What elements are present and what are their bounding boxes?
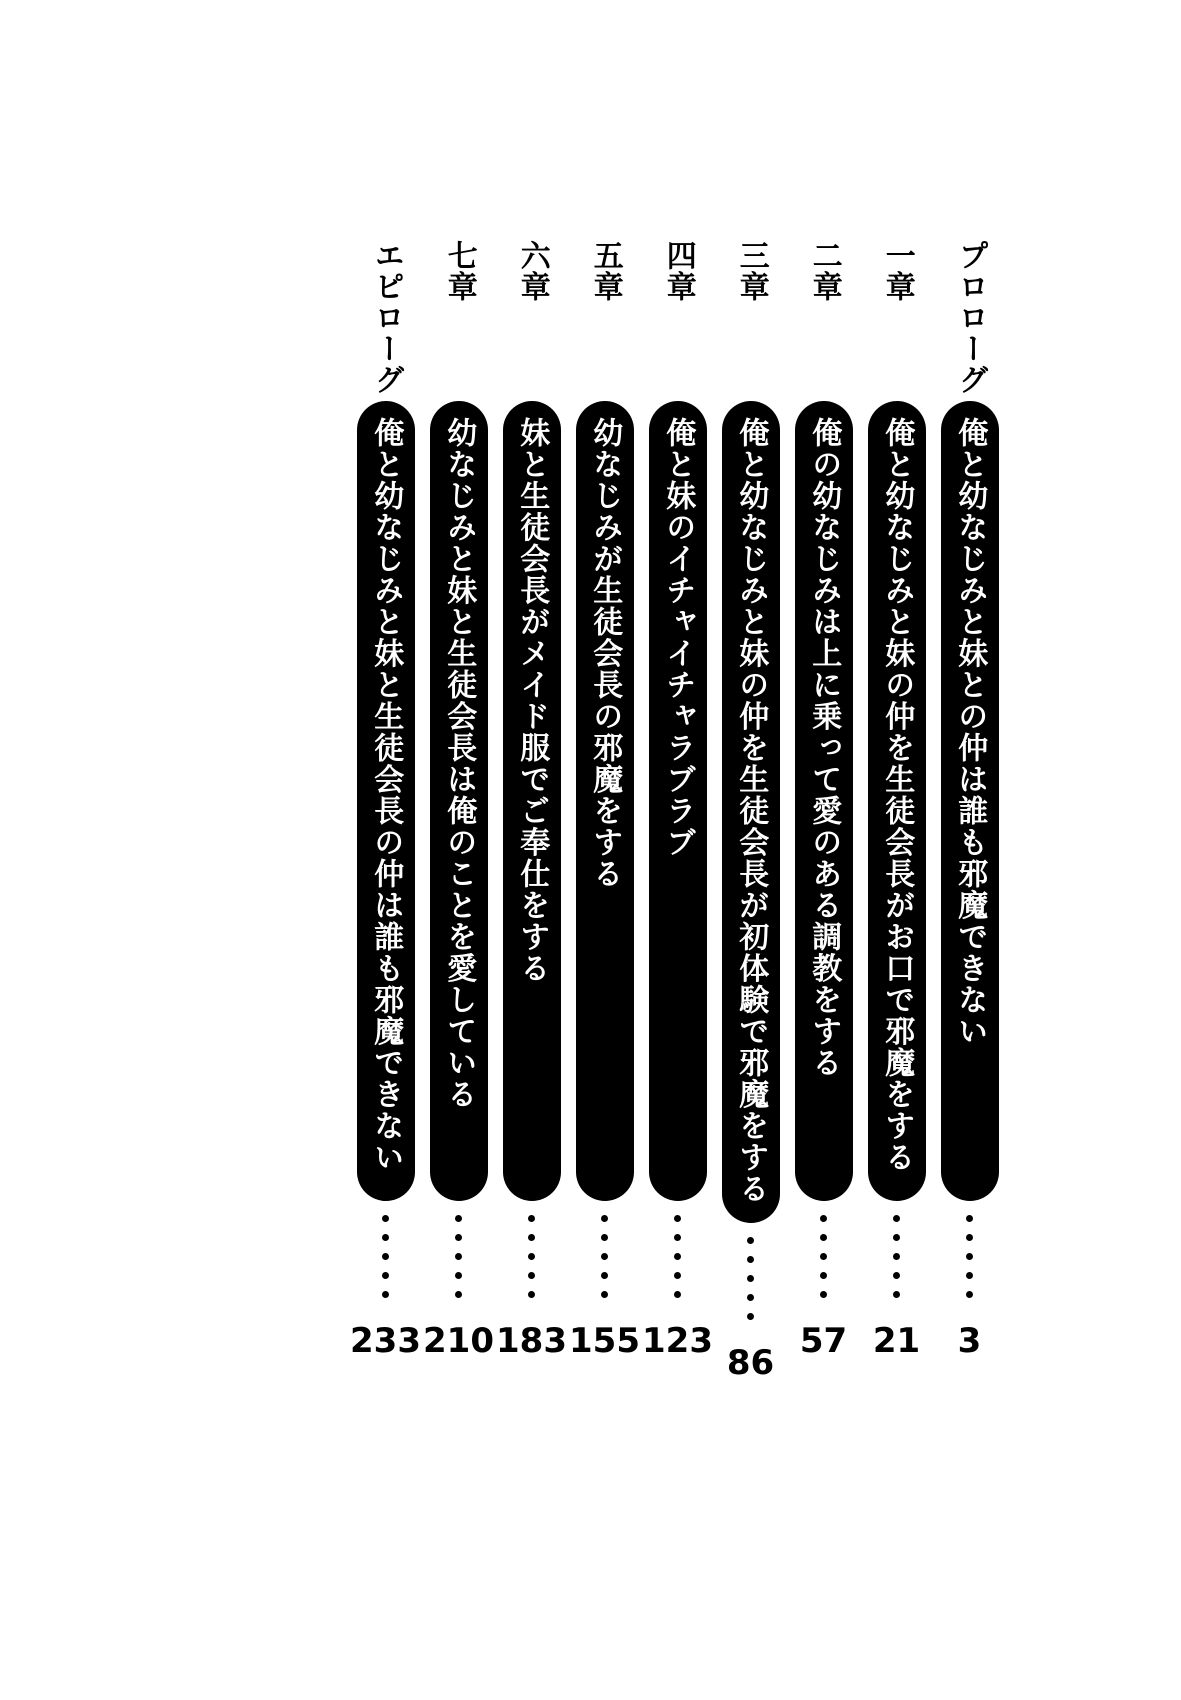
leader-dots xyxy=(455,1215,462,1311)
chapter-title: 俺と幼なじみと妹との仲は誰も邪魔できない xyxy=(952,417,988,1047)
chapter-title: 俺の幼なじみは上に乗って愛のある調教をする xyxy=(806,417,842,1079)
chapter-title: 俺と幼なじみと妹と生徒会長の仲は誰も邪魔できない xyxy=(368,417,404,1173)
chapter-title: 幼なじみと妹と生徒会長は俺のことを愛している xyxy=(441,417,477,1110)
leader-dots xyxy=(966,1215,973,1311)
toc-entry[interactable] xyxy=(495,240,568,1420)
chapter-label: 五章 xyxy=(587,240,623,302)
page-number: 57 xyxy=(799,1321,848,1361)
page-number: 233 xyxy=(350,1321,421,1361)
chapter-label: 七章 xyxy=(441,240,477,302)
chapter-label: エピローグ xyxy=(368,240,404,395)
toc-entry-list xyxy=(0,240,1181,1420)
chapter-title: 俺と妹のイチャイチャラブラブ xyxy=(660,417,696,858)
toc-entry[interactable] xyxy=(568,240,641,1420)
chapter-title-pill xyxy=(649,401,707,1201)
page-number: 3 xyxy=(957,1321,982,1361)
page-number: 155 xyxy=(569,1321,640,1361)
chapter-title-pill xyxy=(576,401,634,1201)
toc-entry[interactable] xyxy=(860,240,933,1420)
leader-dots xyxy=(382,1215,389,1311)
leader-dots xyxy=(528,1215,535,1311)
leader-dots xyxy=(820,1215,827,1311)
toc-entry[interactable] xyxy=(422,240,495,1420)
chapter-label: 二章 xyxy=(806,240,842,302)
chapter-label: プロローグ xyxy=(952,240,988,395)
chapter-label: 一章 xyxy=(879,240,915,302)
chapter-title-pill xyxy=(357,401,415,1201)
chapter-label: 四章 xyxy=(660,240,696,302)
chapter-title-pill xyxy=(941,401,999,1201)
page-number: 210 xyxy=(423,1321,494,1361)
chapter-label: 六章 xyxy=(514,240,550,302)
chapter-label: 三章 xyxy=(733,240,769,302)
chapter-title-pill xyxy=(868,401,926,1201)
toc-entry[interactable] xyxy=(933,240,1006,1420)
page-number: 183 xyxy=(496,1321,567,1361)
toc-entry[interactable] xyxy=(714,240,787,1420)
chapter-title: 俺と幼なじみと妹の仲を生徒会長が初体験で邪魔をする xyxy=(733,417,769,1205)
chapter-title: 幼なじみが生徒会長の邪魔をする xyxy=(587,417,623,890)
chapter-title: 妹と生徒会長がメイド服でご奉仕をする xyxy=(514,417,550,984)
page-number: 123 xyxy=(642,1321,713,1361)
leader-dots xyxy=(674,1215,681,1311)
page-number: 86 xyxy=(726,1342,775,1383)
leader-dots xyxy=(601,1215,608,1311)
chapter-title-pill xyxy=(722,401,780,1223)
page-number: 21 xyxy=(872,1321,921,1361)
chapter-title-pill xyxy=(430,401,488,1201)
toc-entry[interactable] xyxy=(787,240,860,1420)
toc-entry[interactable] xyxy=(641,240,714,1420)
leader-dots xyxy=(893,1215,900,1311)
leader-dots xyxy=(747,1237,754,1333)
toc-entry[interactable] xyxy=(349,240,422,1420)
chapter-title-pill xyxy=(503,401,561,1201)
chapter-title: 俺と幼なじみと妹の仲を生徒会長がお口で邪魔をする xyxy=(879,417,915,1173)
chapter-title-pill xyxy=(795,401,853,1201)
